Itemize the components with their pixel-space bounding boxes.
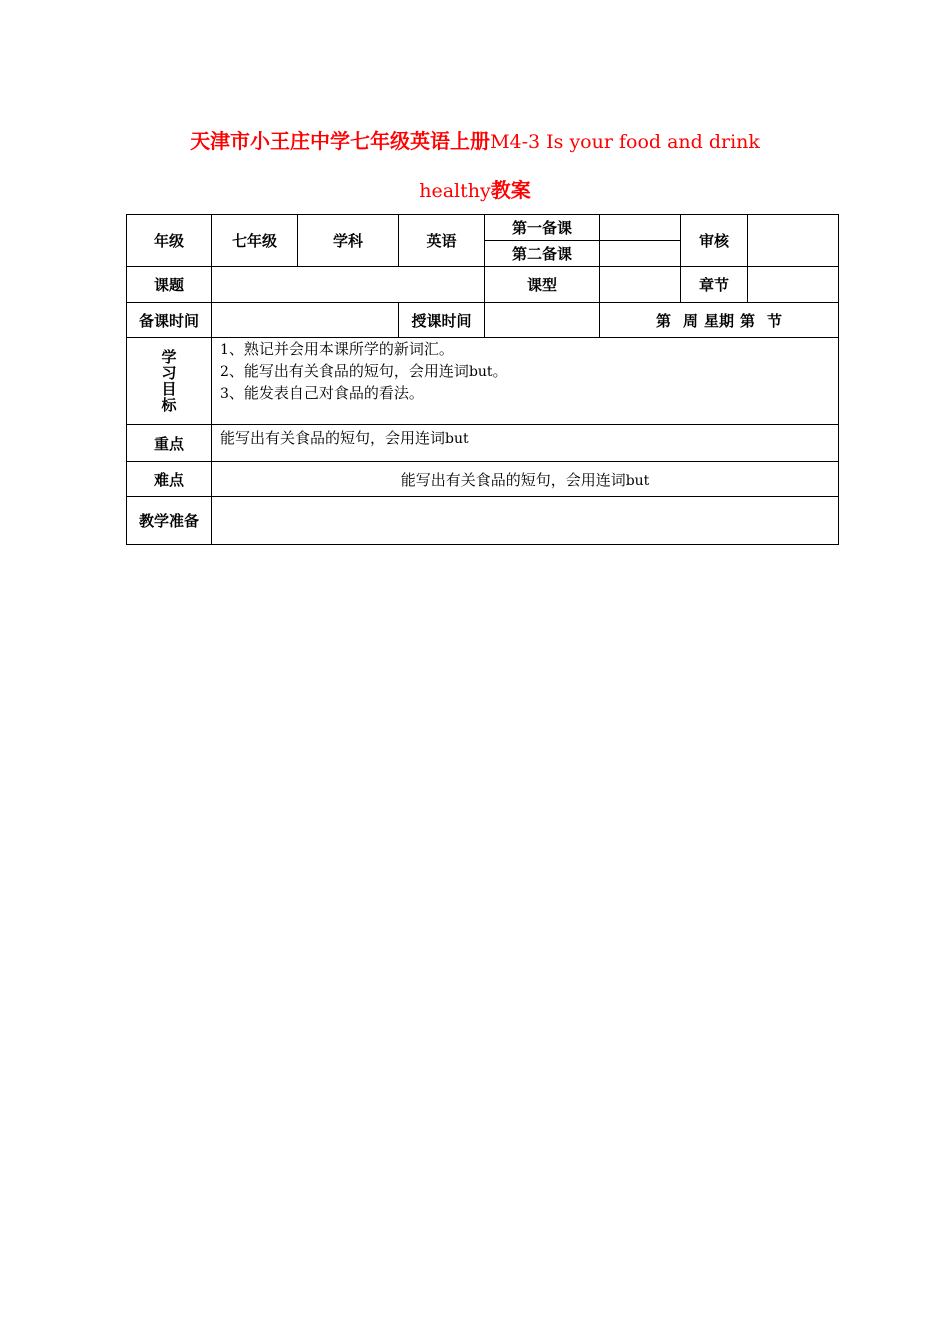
teaching-prep-label: 教学准备 xyxy=(138,512,199,530)
goal-item-1: 1、熟记并会用本课所学的新词汇。 xyxy=(220,340,454,358)
chapter-label-cell xyxy=(681,267,748,303)
prep1-label-cell xyxy=(485,215,600,241)
goal-item-3: 3、能发表自己对食品的看法。 xyxy=(220,384,424,402)
chapter-label: 章节 xyxy=(698,276,729,294)
topic-label-cell xyxy=(127,267,212,303)
title-chinese-suffix: 教案 xyxy=(490,178,531,202)
topic-value-cell xyxy=(212,267,485,303)
subject-label: 学科 xyxy=(332,232,363,250)
schedule-cell xyxy=(600,303,839,338)
prep2-label-cell xyxy=(485,241,600,267)
teaching-prep-content-cell xyxy=(212,497,839,545)
difficulty-label: 难点 xyxy=(153,470,184,489)
difficulty-conjunction: but xyxy=(625,472,650,489)
weekday-label: 星期 xyxy=(703,311,734,330)
key-point-content-cell xyxy=(212,425,839,462)
teaching-prep-label-cell xyxy=(127,497,212,545)
lesson-type-label: 课型 xyxy=(526,276,557,294)
key-point-text: 能写出有关食品的短句，会用连词 xyxy=(220,429,446,447)
lesson-type-label-cell xyxy=(485,267,600,303)
grade-value: 七年级 xyxy=(231,232,277,250)
key-point-label-cell xyxy=(127,425,212,462)
difficulty-content-cell xyxy=(212,462,839,497)
lesson-plan-table xyxy=(126,214,839,545)
chapter-value-cell xyxy=(748,267,839,303)
subject-value-cell xyxy=(399,215,485,267)
prep2-label: 第二备课 xyxy=(511,245,572,263)
prep-time-label: 备课时间 xyxy=(138,311,199,330)
title-chinese-prefix: 天津市小王庄中学七年级英语上册 xyxy=(190,129,491,153)
goals-label: 学习目标 xyxy=(161,347,177,414)
week-prefix: 第 xyxy=(655,311,671,330)
topic-label: 课题 xyxy=(153,276,184,294)
prep1-label: 第一备课 xyxy=(511,219,572,237)
document-title-line-1 xyxy=(0,129,950,154)
review-label-cell xyxy=(681,215,748,267)
title-english-continuation: healthy xyxy=(419,180,491,202)
prep-time-label-cell xyxy=(127,303,212,338)
teach-time-value-cell xyxy=(485,303,600,338)
key-point-label: 重点 xyxy=(153,434,184,453)
review-value-cell xyxy=(748,215,839,267)
title-english-part: M4-3 Is your food and drink xyxy=(490,131,760,153)
subject-value: 英语 xyxy=(426,232,457,250)
difficulty-label-cell xyxy=(127,462,212,497)
prep1-value-cell xyxy=(600,215,681,241)
prep-time-value-cell xyxy=(212,303,399,338)
document-title-line-2 xyxy=(0,178,950,203)
review-label: 审核 xyxy=(698,232,729,250)
lesson-type-value-cell xyxy=(600,267,681,303)
goals-content-cell xyxy=(212,338,839,425)
difficulty-text: 能写出有关食品的短句，会用连词 xyxy=(400,470,626,489)
teach-time-label-cell xyxy=(399,303,485,338)
grade-label-cell xyxy=(127,215,212,267)
grade-value-cell xyxy=(212,215,298,267)
week-suffix: 周 xyxy=(682,311,698,330)
prep2-value-cell xyxy=(600,241,681,267)
grade-label: 年级 xyxy=(153,232,184,250)
subject-label-cell xyxy=(298,215,399,267)
goals-label-cell xyxy=(127,338,212,425)
period-prefix: 第 xyxy=(740,311,756,330)
period-suffix: 节 xyxy=(767,311,783,330)
goal-item-2: 2、能写出有关食品的短句，会用连词but。 xyxy=(220,362,508,380)
key-point-conjunction: but xyxy=(445,431,469,447)
teach-time-label: 授课时间 xyxy=(411,311,472,330)
